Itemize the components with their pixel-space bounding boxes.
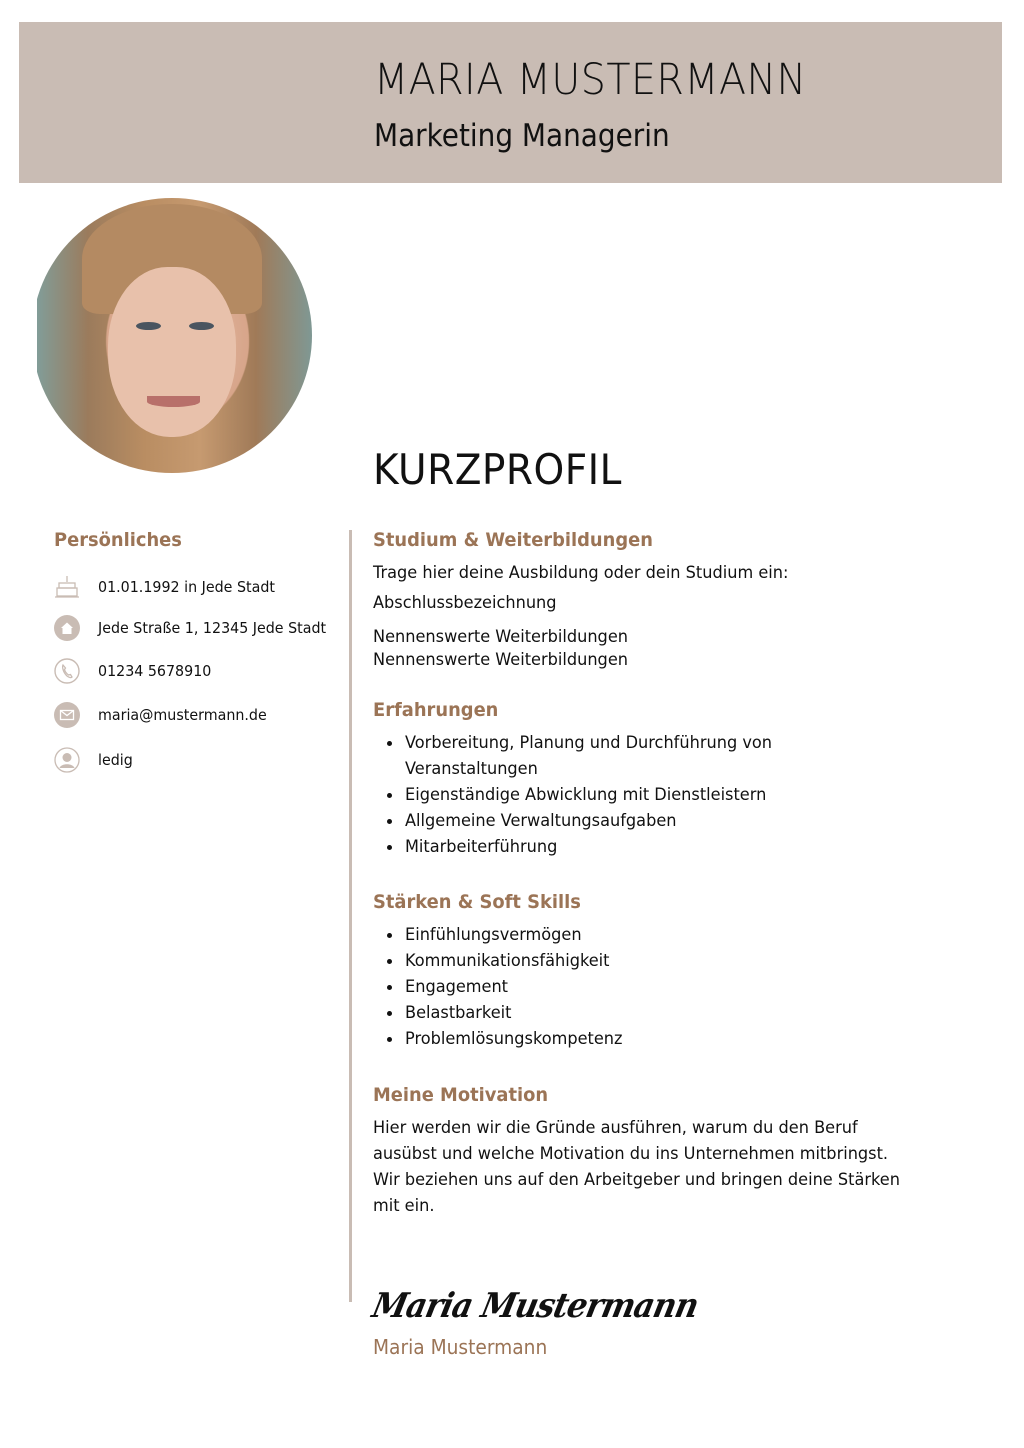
list-item: Vorbereitung, Planung und Durchführung von Veranstaltungen xyxy=(373,730,791,782)
list-item: Belastbarkeit xyxy=(373,1000,634,1026)
home-icon xyxy=(54,615,80,641)
address-text: Jede Straße 1, 12345 Jede Stadt xyxy=(98,619,327,637)
email-text: maria@mustermann.de xyxy=(98,706,267,724)
signature-script: Maria Mustermann xyxy=(368,1286,702,1326)
personal-heading: Persönliches xyxy=(54,529,182,551)
column-divider xyxy=(349,530,352,1302)
job-title: Marketing Managerin xyxy=(374,118,670,154)
personal-phone xyxy=(54,657,212,685)
strengths-heading: Stärken & Soft Skills xyxy=(373,891,581,913)
personal-birth xyxy=(54,573,275,601)
education-further-2: Nennenswerte Weiterbildungen xyxy=(373,650,628,670)
list-item: Kommunikationsfähigkeit xyxy=(373,948,634,974)
birth-text: 01.01.1992 in Jede Stadt xyxy=(98,578,275,596)
strengths-list xyxy=(373,922,634,1052)
experience-heading: Erfahrungen xyxy=(373,699,499,721)
list-item: Problemlösungskompetenz xyxy=(373,1026,634,1052)
status-text: ledig xyxy=(98,751,133,769)
list-item: Engagement xyxy=(373,974,634,1000)
education-heading: Studium & Weiterbildungen xyxy=(373,529,653,551)
list-item: Einfühlungsvermögen xyxy=(373,922,634,948)
phone-icon xyxy=(54,658,80,684)
phone-text: 01234 5678910 xyxy=(98,662,212,680)
birthday-cake-icon xyxy=(54,574,80,600)
profile-heading: KURZPROFIL xyxy=(373,445,622,494)
profile-photo xyxy=(37,198,312,473)
education-further-1: Nennenswerte Weiterbildungen xyxy=(373,627,628,647)
header-banner xyxy=(19,22,1002,183)
list-item: Eigenständige Abwicklung mit Dienstleistern xyxy=(373,782,791,808)
education-degree: Abschlussbezeichnung xyxy=(373,593,557,613)
motivation-heading: Meine Motivation xyxy=(373,1084,549,1106)
signature-name: Maria Mustermann xyxy=(373,1335,548,1359)
experience-list xyxy=(373,730,791,860)
list-item: Mitarbeiterführung xyxy=(373,834,791,860)
education-intro: Trage hier deine Ausbildung oder dein Studium ein: xyxy=(373,563,789,583)
personal-email xyxy=(54,701,267,729)
person-icon xyxy=(54,747,80,773)
mail-icon xyxy=(54,702,80,728)
motivation-text: Hier werden wir die Gründe ausführen, warum du den Beruf ausübst und welche Motivation du ins Unternehmen mitbringst. Wir beziehen uns auf den Arbeitgeber und bringen deine Stärken mit ein. xyxy=(373,1118,900,1216)
list-item: Allgemeine Verwaltungsaufgaben xyxy=(373,808,791,834)
personal-status xyxy=(54,746,133,774)
personal-address xyxy=(54,614,327,642)
person-name: MARIA MUSTERMANN xyxy=(374,55,807,105)
